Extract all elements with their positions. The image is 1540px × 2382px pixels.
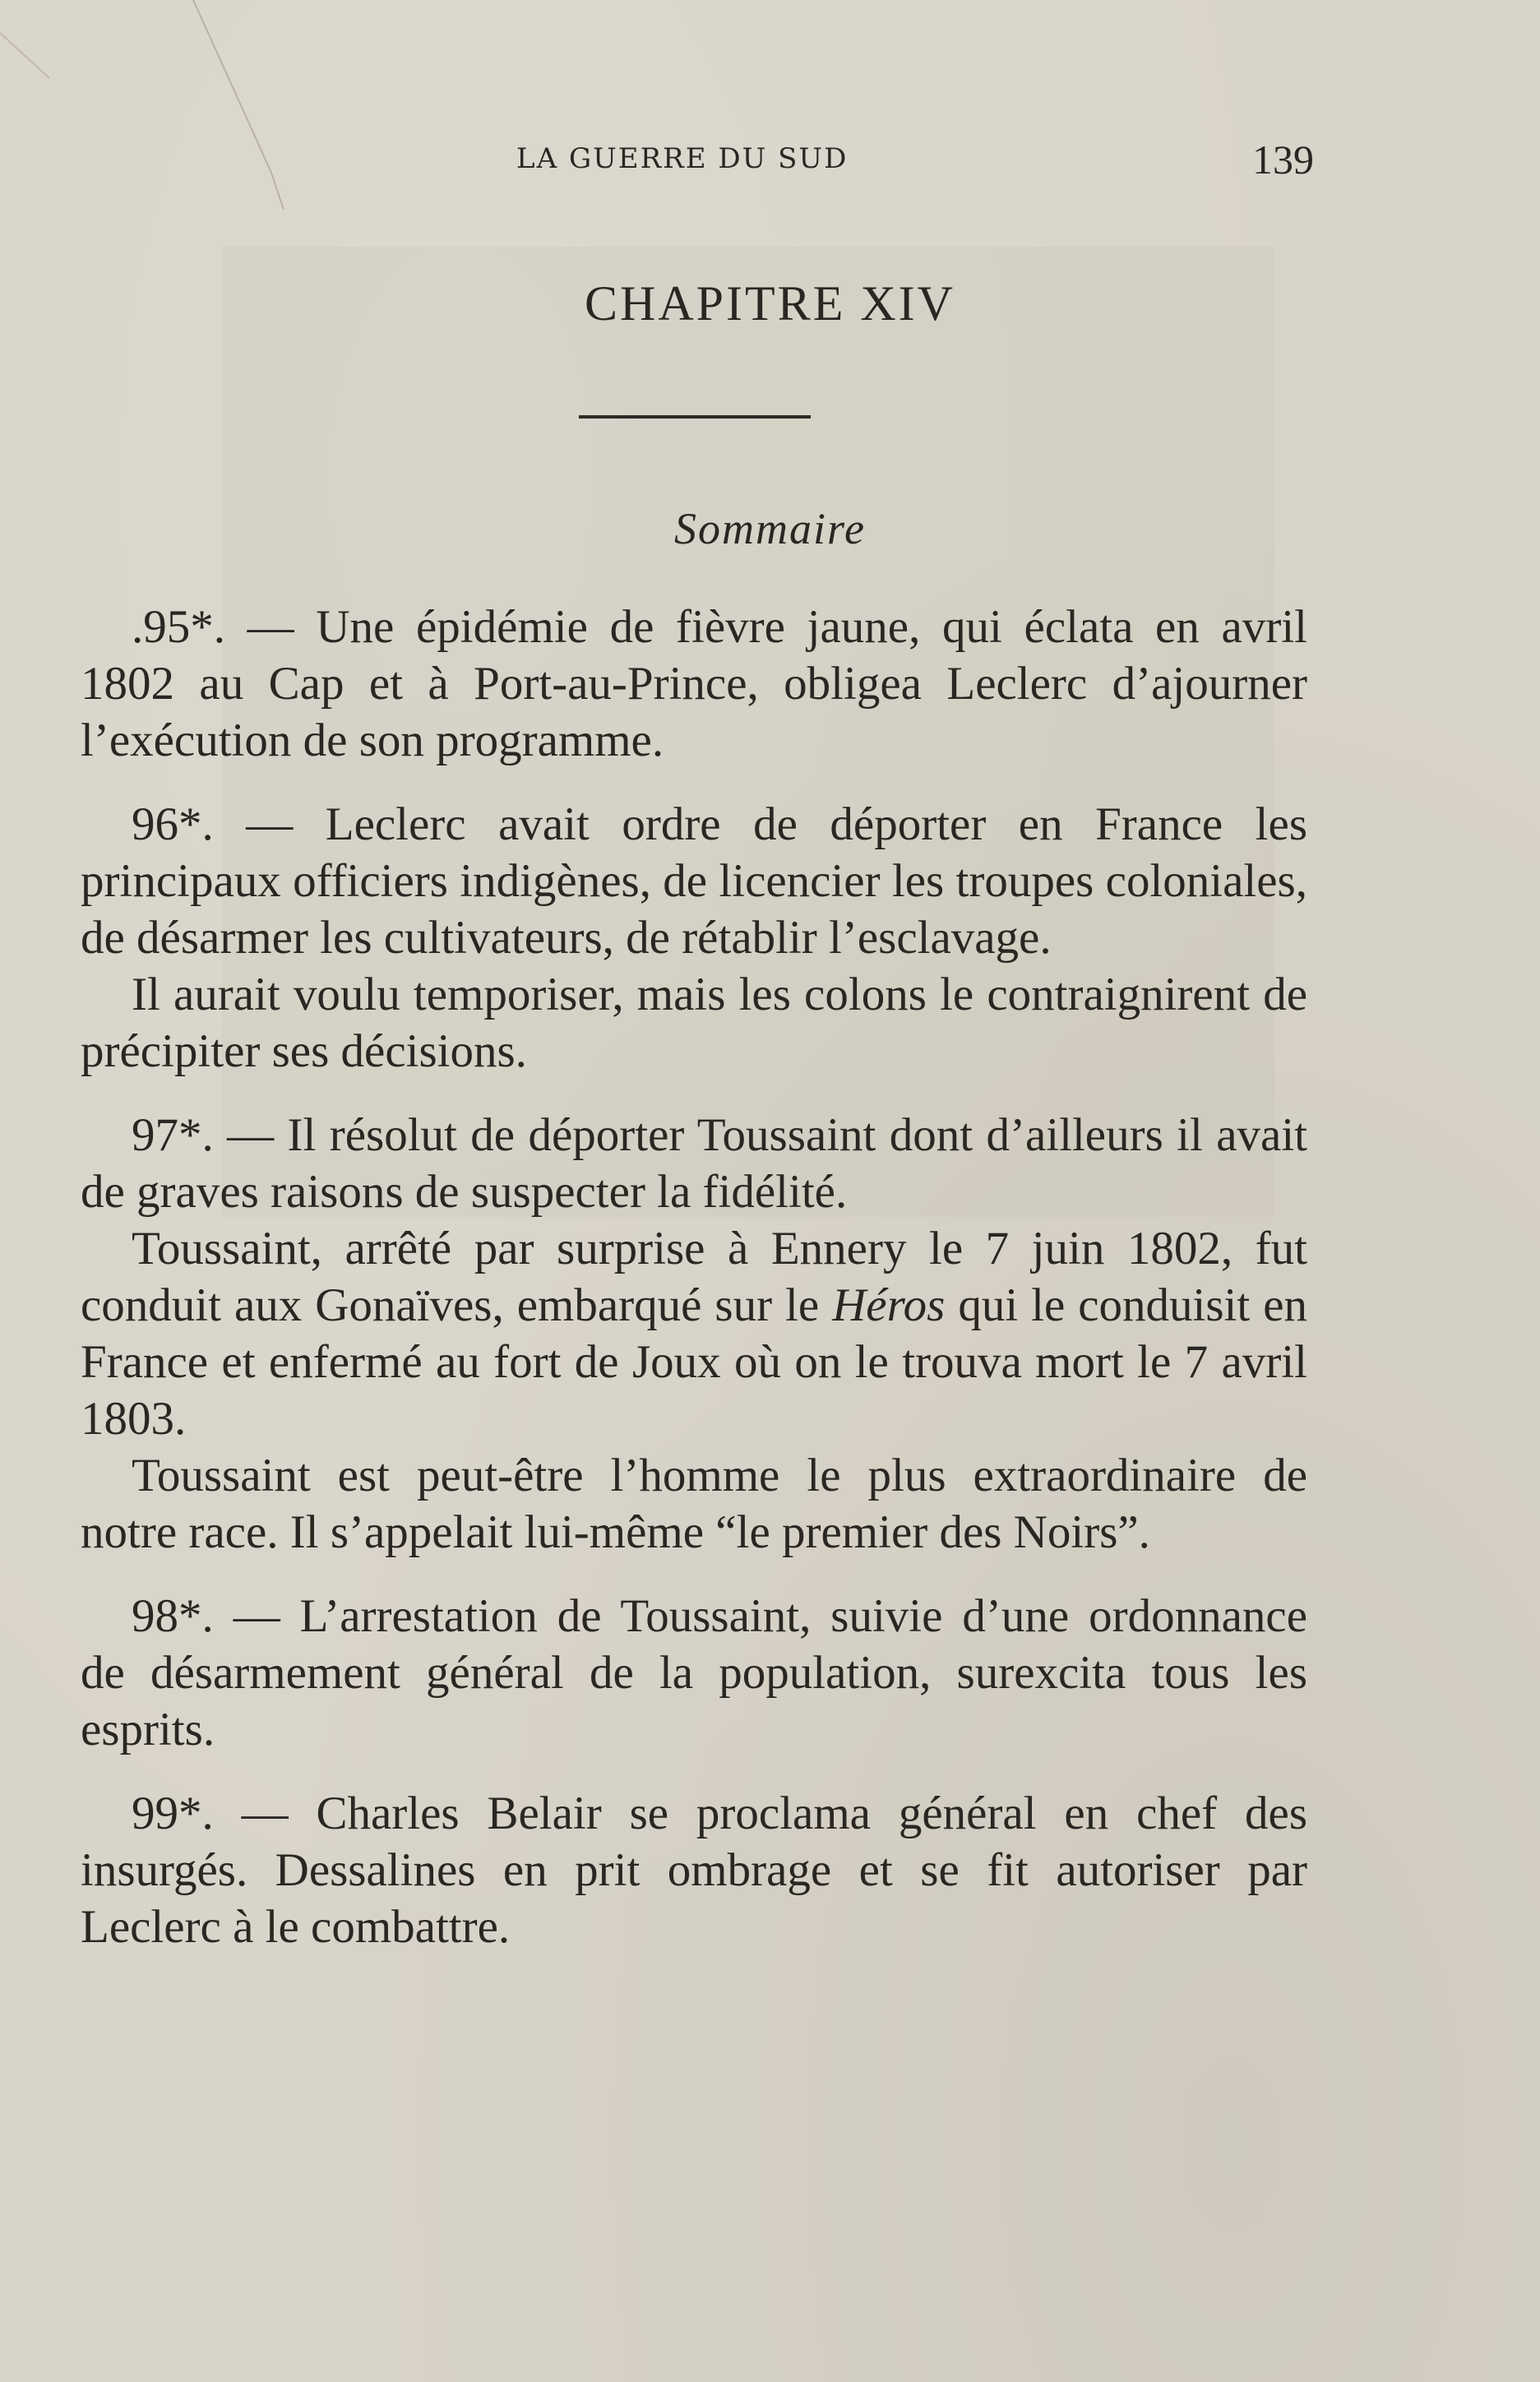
paragraph-99: 99*. — Charles Belair se proclama général en chef des insurgés. Dessalines en prit ombrage et se fit autoriser par Leclerc à le combattre. bbox=[81, 1788, 1307, 1953]
paragraph-96-continued: Il aurait voulu temporiser, mais les colons le contraignirent de précipiter ses décisions. bbox=[81, 969, 1307, 1077]
running-title: LA GUERRE DU SUD bbox=[516, 142, 849, 175]
summary-heading: Sommaire bbox=[674, 504, 866, 553]
paragraph-98: 98*. — L’arrestation de Toussaint, suivie d’une ordonnance de désarmement général de la population, surexcita tous les esprits. bbox=[81, 1590, 1307, 1755]
paragraph-97-arrest bbox=[81, 1220, 1307, 1447]
page-number: 139 bbox=[1252, 136, 1314, 183]
chapter-title: CHAPITRE XIV bbox=[585, 276, 955, 331]
chapter-body bbox=[81, 599, 1307, 1955]
ship-name-heros: Héros bbox=[832, 1279, 946, 1331]
chapter-divider-rule bbox=[579, 415, 811, 419]
paragraph-96: 96*. — Leclerc avait ordre de déporter en France les principaux officiers indigènes, de licencier les troupes coloniales, de désarmer les cultivateurs, de rétablir l’esclavage. bbox=[81, 798, 1307, 964]
paragraph-97: 97*. — Il résolut de déporter Toussaint dont d’ailleurs il avait de graves raisons de suspecter la fidélité. bbox=[81, 1109, 1307, 1218]
paragraph-97-arrest-start: Toussaint, arrêté par surprise à Ennery le 7 juin 1802, fut conduit aux Gonaïves, embarqué sur le bbox=[81, 1223, 1307, 1331]
paragraph-97-arrest-end: qui le conduisit en France et enfermé au fort de Joux où on le trouva mort le 7 avril 1803. bbox=[81, 1279, 1307, 1445]
paragraph-97-legacy: Toussaint est peut-être l’homme le plus extraordinaire de notre race. Il s’appelait lui-même “le premier des Noirs”. bbox=[81, 1450, 1307, 1558]
paragraph-95: .95*. — Une épidémie de fièvre jaune, qui éclata en avril 1802 au Cap et à Port-au-Prince, obligea Leclerc d’ajourner l’exécution de son programme. bbox=[81, 601, 1307, 766]
running-head bbox=[0, 136, 1540, 185]
